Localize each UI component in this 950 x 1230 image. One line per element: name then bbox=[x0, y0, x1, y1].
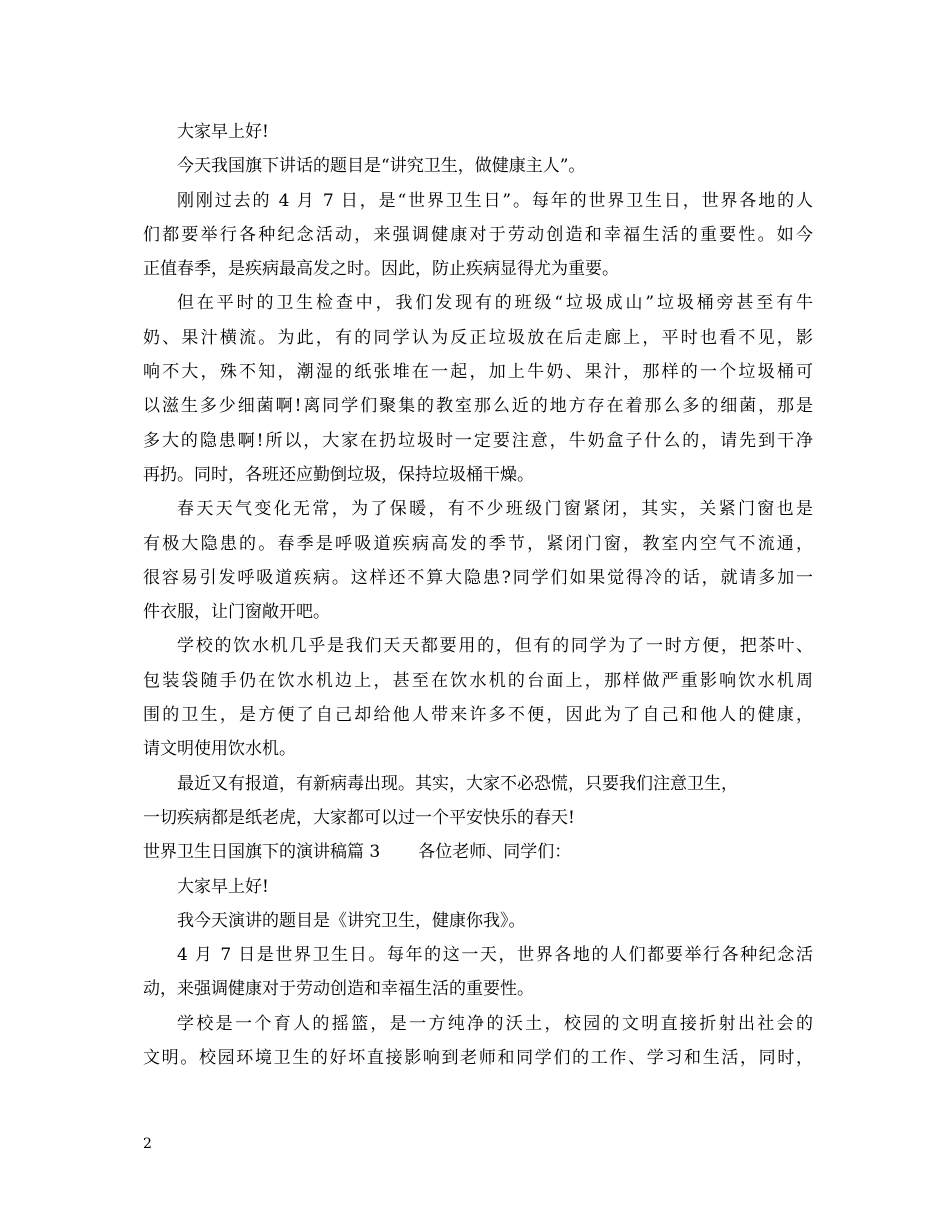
text-line: 最近又有报道，有新病毒出现。其实，大家不必恐慌，只要我们注意卫生， bbox=[177, 773, 738, 794]
section-heading-line bbox=[143, 835, 813, 869]
text-line: 我今天演讲的题目是《讲究卫生，健康你我》。 bbox=[177, 910, 526, 931]
text-line: 刚刚过去的 4 月 7 日，是“世界卫生日”。每年的世界卫生日，世界各地的人 bbox=[177, 190, 813, 211]
text-line: 包装袋随手仍在饮水机边上，甚至在饮水机的台面上，那样做严重影响饮水机周 bbox=[143, 670, 813, 691]
text-line: 件衣服，让门窗敞开吧。 bbox=[143, 602, 330, 623]
text-line: 再扔。同时，各班还应勤倒垃圾，保持垃圾桶干燥。 bbox=[143, 464, 534, 485]
text-line: 请文明使用饮水机。 bbox=[143, 739, 296, 760]
page-number: 2 bbox=[143, 1136, 152, 1152]
text-line: 但在平时的卫生检查中，我们发现有的班级“垃圾成山”垃圾桶旁甚至有牛 bbox=[177, 293, 813, 314]
text-line: 4 月 7 日是世界卫生日。每年的这一天，世界各地的人们都要举行各种纪念活 bbox=[177, 945, 813, 966]
text-line: 学校的饮水机几乎是我们天天都要用的，但有的同学为了一时方便，把茶叶、 bbox=[177, 636, 813, 657]
text-line: 大家早上好! bbox=[177, 876, 269, 897]
text-line: 以滋生多少细菌啊!离同学们聚集的教室那么近的地方存在着那么多的细菌，那是 bbox=[143, 396, 813, 417]
text-line: 一切疾病都是纸老虎，大家都可以过一个平安快乐的春天! bbox=[143, 807, 575, 828]
text-line: 响不大，殊不知，潮湿的纸张堆在一起，加上牛奶、果汁，那样的一个垃圾桶可 bbox=[143, 362, 813, 383]
text-line: 动，来强调健康对于劳动创造和幸福生活的重要性。 bbox=[143, 979, 534, 1000]
text-line: 围的卫生，是方便了自己却给他人带来许多不便，因此为了自己和他人的健康， bbox=[143, 705, 813, 726]
body-text bbox=[143, 115, 813, 1075]
text-line: 奶、果汁横流。为此，有的同学认为反正垃圾放在后走廊上，平时也看不见，影 bbox=[143, 327, 813, 348]
text-line: 有极大隐患的。春季是呼吸道疾病高发的季节，紧闭门窗，教室内空气不流通， bbox=[143, 533, 813, 554]
text-line: 们都要举行各种纪念活动，来强调健康对于劳动创造和幸福生活的重要性。如今 bbox=[143, 224, 813, 245]
section-heading: 世界卫生日国旗下的演讲稿篇 3 bbox=[143, 842, 381, 863]
text-line: 很容易引发呼吸道疾病。这样还不算大隐患?同学们如果觉得冷的话，就请多加一 bbox=[143, 567, 813, 588]
text-line: 多大的隐患啊!所以，大家在扔垃圾时一定要注意，牛奶盒子什么的，请先到干净 bbox=[143, 430, 813, 451]
salutation: 各位老师、同学们： bbox=[418, 842, 572, 863]
text-line: 文明。校园环境卫生的好坏直接影响到老师和同学们的工作、学习和生活，同时， bbox=[143, 1048, 813, 1069]
text-line: 春天天气变化无常，为了保暖，有不少班级门窗紧闭，其实，关紧门窗也是 bbox=[177, 499, 813, 520]
text-line: 大家早上好! bbox=[177, 122, 269, 142]
text-line: 学校是一个育人的摇篮，是一方纯净的沃土，校园的文明直接折射出社会的 bbox=[177, 1013, 813, 1034]
text-line: 正值春季，是疾病最高发之时。因此，防止疾病显得尤为重要。 bbox=[143, 259, 619, 280]
text-line: 今天我国旗下讲话的题目是“讲究卫生，做健康主人”。 bbox=[177, 156, 586, 177]
